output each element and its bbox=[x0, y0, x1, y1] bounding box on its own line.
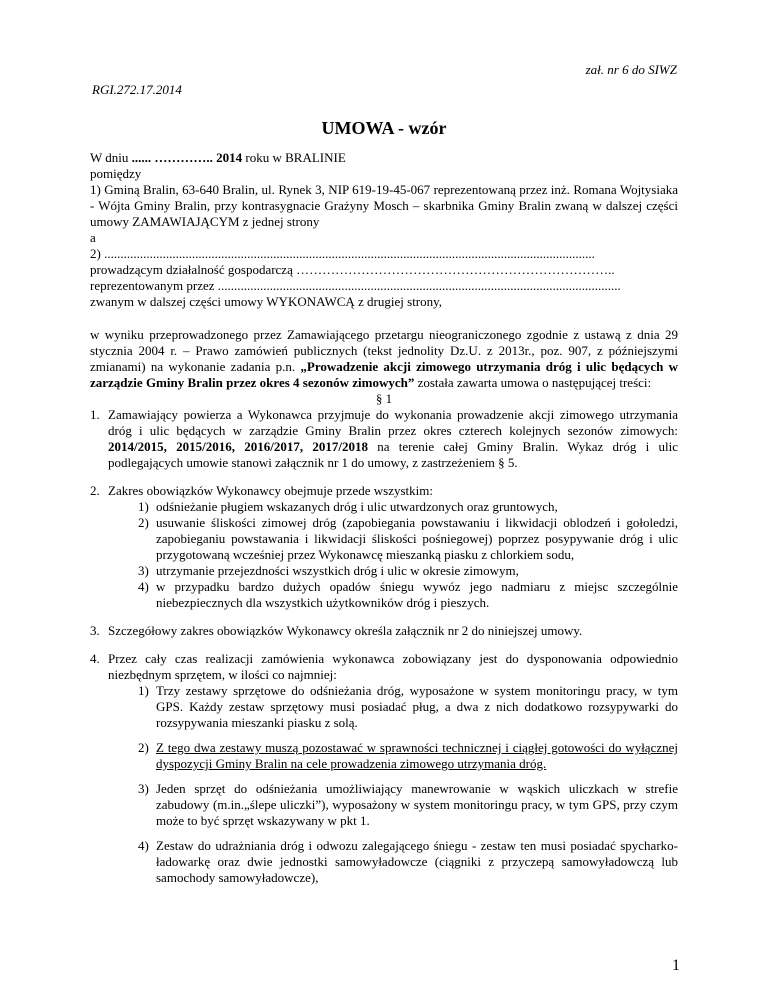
section-3: 3. Szczegółowy zakres obowiązków Wykonawcy określa załącznik nr 2 do niniejszej umowy. bbox=[90, 623, 583, 638]
section-1: 1. Zamawiający powierza a Wykonawca przyjmuje do wykonania prowadzenie akcji zimowego utrzymania dróg i ulic będących w zarządzie Gminy Bralin przez okres czterech kolejnych sezonów zimowych: 2014/2015, 2015/2016, 2016/2017, 2017/2018 na terenie całej Gminy Bralin. Wykaz dróg i ulic podlegających umowie stanowi załącznik nr 1 do umowy, z zastrzeżeniem § 5. bbox=[90, 407, 678, 470]
list-item: 1) odśnieżanie pługiem wskazanych dróg i ulic utwardzonych oraz gruntowych, bbox=[138, 499, 558, 514]
between-label: pomiędzy bbox=[90, 166, 142, 181]
business-line: prowadzącym działalność gospodarczą ……………………………………………………………….. bbox=[90, 262, 615, 277]
party-two: 2) ....................................................................................................................................................... bbox=[90, 246, 595, 261]
paragraph-mark: § 1 bbox=[375, 391, 393, 406]
section-4: 4. Przez cały czas realizacji zamówienia wykonawca zobowiązany jest do dysponowania odpowiednio niezbędnym sprzętem, w ilości co najmniej: 1) Trzy zestawy sprzętowe do odśnieżania dróg, wyposażone w system monitoringu pracy, w tym GPS. Każdy zestaw sprzętowy musi posiadać pług, a dwa z nich dodatkowo rozsypywarki do rozsypywania mieszanki piasku z solą. 2) Z tego dwa zestawy muszą pozostawać w sprawności technicznej i ciągłej gotowości do wyłącznej dyspozycji Gminy Bralin na cele prowadzenia zimowego utrzymania dróg. 3) Jeden sprzęt do odśnieżania umożliwiający manewrowanie w wąskich uliczkach w strefie zabudowy (m.in.„ślepe uliczki”), wyposażony w system monitoringu pracy, w tym GPS, przy czym może to być sprzęt wskazywany w pkt 1. 4) Zestaw do udrażniania dróg i odwozu zalegającego śniegu - zestaw ten musi posiadać spycharko-ładowarkę oraz dwie jednostki samowyładowcze (ciągniki z przyczepą samowyładowczą lub samochody samowyładowcze), bbox=[90, 651, 678, 885]
document-body bbox=[90, 150, 678, 898]
list-item: 4) w przypadku bardzo dużych opadów śniegu wywóz jego nadmiaru z miejsc szczególnie niebezpiecznych dla wszystkich użytkowników dróg i pieszych. bbox=[138, 579, 678, 610]
and-label: a bbox=[90, 230, 96, 245]
party-one: 1) Gminą Bralin, 63-640 Bralin, ul. Rynek 3, NIP 619-19-45-067 reprezentowaną przez inż. Romana Wojtysiaka - Wójta Gminy Bralin, przy kontrasygnacie Grażyny Mosch – skarbnika Gminy Bralin zwaną w dalszej części umowy ZAMAWIAJĄCYM z jednej strony bbox=[90, 182, 678, 229]
document-title: UMOWA - wzór bbox=[321, 118, 447, 138]
list-item: 2) Z tego dwa zestawy muszą pozostawać w sprawności technicznej i ciągłej gotowości do wyłącznej dyspozycji Gminy Bralin na cele prowadzenia zimowego utrzymania dróg. bbox=[138, 740, 678, 771]
preamble: w wyniku przeprowadzonego przez Zamawiającego przetargu nieograniczonego zgodnie z ustawą z dnia 29 stycznia 2004 r. – Prawo zamówień publicznych (tekst jednolity Dz.U. z 2013r., poz. 907, z późniejszymi zmianami) na wykonanie zadania p.n. „Prowadzenie akcji zimowego utrzymania dróg i ulic będących w zarządzie Gminy Bralin przez okres 4 sezonów zimowych” została zawarta umowa o następującej treści: bbox=[90, 327, 678, 390]
page-number: 1 bbox=[672, 957, 680, 974]
list-item: 1) Trzy zestawy sprzętowe do odśnieżania dróg, wyposażone w system monitoringu pracy, w tym GPS. Każdy zestaw sprzętowy musi posiadać pług, a dwa z nich dodatkowo rozsypywarki do rozsypywania mieszanki piasku z solą. bbox=[138, 683, 678, 730]
section-2: 2. Zakres obowiązków Wykonawcy obejmuje przede wszystkim: 1) odśnieżanie pługiem wskazanych dróg i ulic utwardzonych oraz gruntowych, 2) usuwanie śliskości zimowej dróg (zapobiegania powstawaniu i likwidacji oblodzeń i gołoledzi, zapobieganiu powstawania i likwidacji śliskości pośniegowej) poprzez posypywanie dróg i ulic przygotowaną wcześniej przez Wykonawcę mieszanką piasku z chlorkiem sodu, 3) utrzymanie przejezdności wszystkich dróg i ulic w okresie zimowym, 4) w przypadku bardzo dużych opadów śniegu wywóz jego nadmiaru z miejsc szczególnie niebezpiecznych dla wszystkich użytkowników dróg i pieszych. bbox=[90, 483, 678, 610]
list-item: 3) Jeden sprzęt do odśnieżania umożliwiający manewrowanie w wąskich uliczkach w strefie zabudowy (m.in.„ślepe uliczki”), wyposażony w system monitoringu pracy, w tym GPS, przy czym może to być sprzęt wskazywany w pkt 1. bbox=[138, 781, 678, 828]
represented-line: reprezentowanym przez ............................................................................................................................ bbox=[90, 278, 621, 293]
list-item: 2) usuwanie śliskości zimowej dróg (zapobiegania powstawaniu i likwidacji oblodzeń i gołoledzi, zapobieganiu powstawania i likwidacji śliskości pośniegowej) poprzez posypywanie dróg i ulic przygotowaną wcześniej przez Wykonawcę mieszanką piasku z chlorkiem sodu, bbox=[138, 515, 678, 562]
reference-number: RGI.272.17.2014 bbox=[92, 82, 182, 97]
attachment-note: zał. nr 6 do SIWZ bbox=[585, 62, 677, 77]
contractor-line: zwanym w dalszej części umowy WYKONAWCĄ z drugiej strony, bbox=[90, 294, 443, 309]
contract-date: W dniu ...... ………….. 2014 roku w BRALINIE bbox=[90, 150, 346, 165]
list-item: 3) utrzymanie przejezdności wszystkich dróg i ulic w okresie zimowym, bbox=[138, 563, 519, 578]
list-item: 4) Zestaw do udrażniania dróg i odwozu zalegającego śniegu - zestaw ten musi posiadać spycharko-ładowarkę oraz dwie jednostki samowyładowcze (ciągniki z przyczepą samowyładowczą lub samochody samowyładowcze), bbox=[138, 838, 678, 885]
